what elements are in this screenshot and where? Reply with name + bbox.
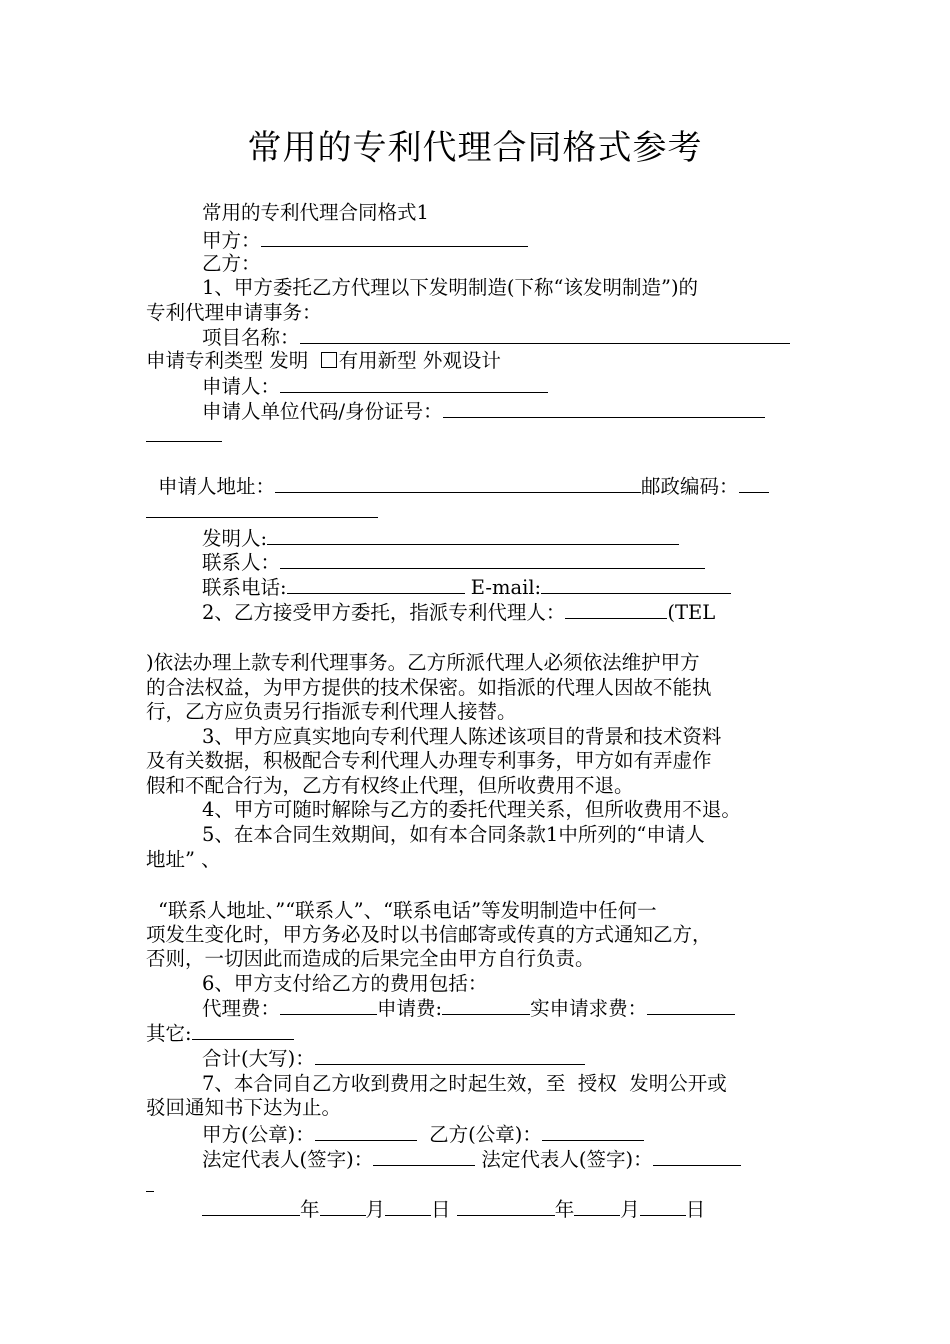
party-b-month-blank[interactable]: [574, 1196, 620, 1216]
inventor-row: [202, 525, 679, 552]
applicant-address-row: [158, 473, 769, 500]
party-a-year-blank[interactable]: [202, 1196, 300, 1216]
contact-row: [202, 549, 705, 576]
exam-fee-label: 实申请求费：: [530, 997, 648, 1020]
day-label: 日: [431, 1198, 451, 1221]
legal-rep-blank-cont[interactable]: [146, 1172, 154, 1192]
party-a-day-blank[interactable]: [385, 1196, 431, 1216]
agency-fee-label: 代理费：: [202, 997, 281, 1020]
clause3-line3: 假和不配合行为，乙方有权终止代理，但所收费用不退。: [146, 774, 634, 797]
applicant-address-label: 申请人地址：: [158, 475, 276, 498]
patent-type-row: [146, 348, 501, 374]
total-row: [202, 1045, 585, 1072]
party-b-label: 乙方：: [202, 252, 261, 275]
contact-label: 联系人：: [202, 551, 281, 574]
applicant-id-row-cont: [146, 422, 222, 449]
clause5-line3: “联系人地址、”“联系人”、“联系电话”等发明制造中任何一: [158, 899, 657, 922]
patent-type-invention[interactable]: 发明: [269, 349, 309, 372]
party-a-legal-rep-blank[interactable]: [373, 1146, 475, 1166]
other-fee-label: 其它:: [146, 1022, 192, 1045]
applicant-row: [202, 373, 548, 400]
postcode-blank-cont[interactable]: [146, 498, 378, 518]
seal-row: [202, 1121, 644, 1148]
party-b-legal-rep-label: 法定代表人(签字)：: [481, 1148, 653, 1171]
clause3-line2: 及有关数据，积极配合专利代理人办理专利事务，甲方如有弄虚作: [146, 749, 712, 772]
clause1-line2: 专利代理申请事务：: [146, 301, 322, 324]
applicant-id-row: [202, 398, 765, 425]
postcode-blank[interactable]: [739, 473, 769, 493]
party-b-day-blank[interactable]: [640, 1196, 686, 1216]
party-a-seal-label: 甲方(公章)：: [202, 1123, 315, 1146]
patent-type-utility[interactable]: 有用新型: [338, 349, 417, 372]
applicant-id-label: 申请人单位代码/身份证号：: [202, 400, 443, 423]
contract-subtitle: 常用的专利代理合同格式1: [202, 201, 429, 224]
legal-rep-row: [202, 1146, 741, 1173]
clause5-line4: 项发生变化时，甲方务必及时以书信邮寄或传真的方式通知乙方，: [146, 923, 712, 946]
clause1-line1: 1、甲方委托乙方代理以下发明制造(下称“该发明制造”)的: [202, 276, 699, 299]
clause5-line2: 地址” 、: [146, 848, 221, 871]
party-b-seal-blank[interactable]: [542, 1121, 644, 1141]
party-b-legal-rep-blank[interactable]: [653, 1146, 741, 1166]
email-blank[interactable]: [541, 574, 731, 594]
other-fee-blank[interactable]: [192, 1020, 294, 1040]
patent-type-design[interactable]: 外观设计: [422, 349, 501, 372]
phone-blank[interactable]: [287, 574, 465, 594]
clause2-line1: 2、乙方接受甲方委托，指派专利代理人：: [202, 601, 566, 624]
clause4: 4、甲方可随时解除与乙方的委托代理关系，但所收费用不退。: [202, 798, 741, 821]
application-fee-label: 申请费:: [377, 997, 443, 1020]
inventor-blank[interactable]: [267, 525, 679, 545]
tel-label: (TEL: [667, 601, 716, 624]
exam-fee-blank[interactable]: [647, 995, 735, 1015]
clause3-line1: 3、甲方应真实地向专利代理人陈述该项目的背景和技术资料: [202, 725, 722, 748]
party-a-legal-rep-label: 法定代表人(签字)：: [202, 1148, 374, 1171]
project-name-label: 项目名称：: [202, 326, 300, 349]
email-label: E-mail:: [470, 576, 542, 599]
applicant-id-blank-cont[interactable]: [146, 422, 222, 442]
clause5-line5: 否则，一切因此而造成的后果完全由甲方自行负责。: [146, 947, 595, 970]
year-label: 年: [554, 1198, 575, 1221]
party-a-label: 甲方：: [202, 229, 261, 252]
clause2-line3: 的合法权益，为甲方提供的技术保密。如指派的代理人因故不能执: [146, 676, 712, 699]
day-label: 日: [685, 1198, 706, 1221]
clause2-line2: )依法办理上款专利代理事务。乙方所派代理人必须依法维护甲方: [146, 651, 700, 674]
clause6-line1: 6、甲方支付给乙方的费用包括：: [202, 972, 488, 995]
phone-label: 联系电话:: [202, 576, 287, 599]
party-a-month-blank[interactable]: [320, 1196, 366, 1216]
total-blank[interactable]: [315, 1045, 585, 1065]
contact-blank[interactable]: [280, 549, 705, 569]
postcode-label: 邮政编码：: [641, 475, 739, 498]
clause2-line1-row: [202, 599, 715, 626]
applicant-label: 申请人：: [202, 375, 281, 398]
month-label: 月: [365, 1198, 386, 1221]
agent-blank[interactable]: [565, 599, 667, 619]
clause7-line1: 7、本合同自乙方收到费用之时起生效，至 授权 发明公开或: [202, 1072, 727, 1095]
fees-row: [202, 995, 735, 1022]
patent-type-label: 申请专利类型: [146, 349, 264, 372]
clause2-line4: 行，乙方应负责另行指派专利代理人接替。: [146, 700, 517, 723]
project-name-row: [202, 324, 790, 351]
clause5-line1: 5、在本合同生效期间，如有本合同条款1中所列的“申请人: [202, 823, 705, 846]
date-row: [202, 1196, 705, 1223]
party-b-year-blank[interactable]: [457, 1196, 555, 1216]
party-a-seal-blank[interactable]: [315, 1121, 417, 1141]
agency-fee-blank[interactable]: [280, 995, 377, 1015]
legal-rep-row-cont: [146, 1172, 154, 1199]
application-fee-blank[interactable]: [442, 995, 530, 1015]
party-a-row: [202, 227, 528, 254]
party-b-seal-label: 乙方(公章)：: [429, 1123, 542, 1146]
project-name-blank[interactable]: [300, 324, 790, 344]
page-title: 常用的专利代理合同格式参考: [247, 128, 703, 168]
year-label: 年: [300, 1198, 320, 1221]
postcode-row-cont: [146, 498, 378, 525]
inventor-label: 发明人:: [202, 527, 268, 550]
applicant-address-blank[interactable]: [275, 473, 641, 493]
party-a-blank[interactable]: [261, 227, 528, 247]
phone-row: [202, 574, 731, 601]
total-label: 合计(大写)：: [202, 1047, 315, 1070]
month-label: 月: [620, 1198, 640, 1221]
clause7-line2: 驳回通知书下达为止。: [146, 1096, 342, 1119]
applicant-id-blank[interactable]: [443, 398, 765, 418]
other-fee-row: [146, 1020, 294, 1047]
applicant-blank[interactable]: [280, 373, 548, 393]
checkbox-icon[interactable]: [321, 352, 337, 368]
